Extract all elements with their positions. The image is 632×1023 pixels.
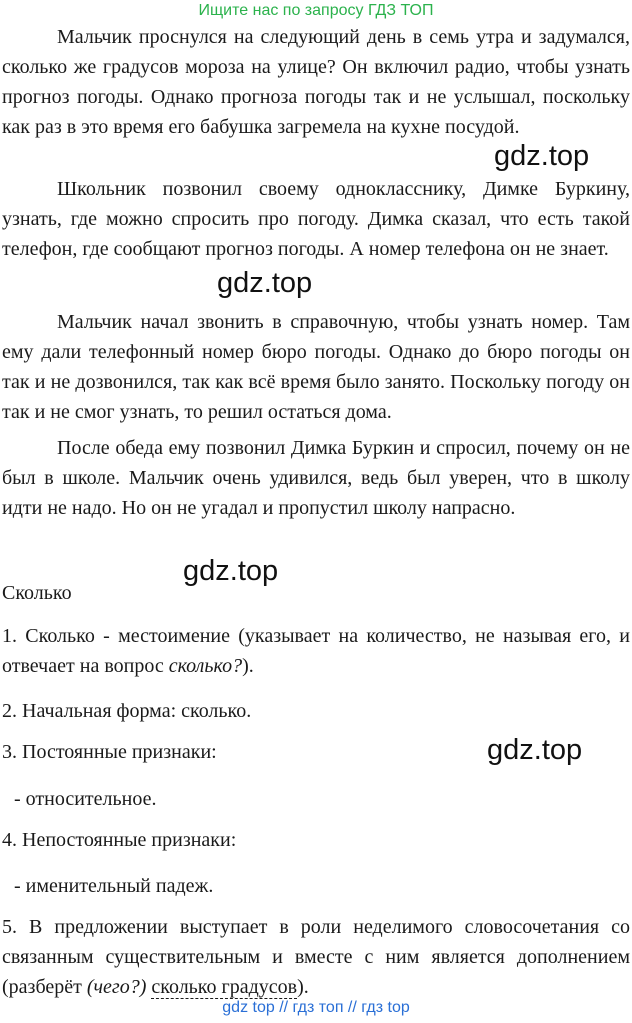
story-paragraph-3: Мальчик начал звонить в справочную, чтобы узнать номер. Там ему дали телефонный номер бюро погоды. Однако до бюро погоды он так и не дозвонился, так как всё время было занято. Поскольку погоду он так и не смог узнать, то решил остаться дома. [2, 311, 630, 423]
watermark: gdz.top [217, 267, 313, 299]
analysis-item-3-sub: - относительное. [14, 788, 157, 810]
underlined-phrase: сколько градусов [151, 976, 298, 998]
analysis-item-4: 4. Непостоянные признаки: [2, 829, 237, 851]
analysis-item-3: 3. Постоянные признаки: [2, 741, 217, 763]
bottom-banner-links[interactable]: gdz top // гдз топ // гдз top [222, 999, 410, 1016]
top-banner-link[interactable]: Ищите нас по запросу ГДЗ ТОП [198, 2, 434, 19]
watermark: gdz.top [183, 555, 279, 587]
analysis-item-4-sub: - именительный падеж. [14, 875, 214, 897]
watermark: gdz.top [487, 734, 583, 766]
watermark: gdz.top [494, 140, 590, 172]
story-paragraph-4: После обеда ему позвонил Димка Буркин и спросил, почему он не был в школе. Мальчик очень удивился, ведь был уверен, что в школу идти не надо. Но он не угадал и пропустил школу напрасно. [2, 437, 630, 519]
analysis-item-1: 1. Сколько - местоимение (указывает на количество, не называя его, и отвечает на вопрос сколько?). [2, 625, 630, 677]
analysis-item-2: 2. Начальная форма: сколько. [2, 700, 252, 722]
analysis-heading: Сколько [2, 582, 72, 604]
story-paragraph-1: Мальчик проснулся на следующий день в семь утра и задумался, сколько же градусов мороза на улице? Он включил радио, чтобы узнать прогноз погоды. Однако прогноза погоды так и не услышал, поскольку как раз в это время его бабушка загремела на кухне посудой. [2, 26, 630, 138]
analysis-item-5: 5. В предложении выступает в роли неделимого словосочетания со связанным существительным и вместе с ним является дополнением (разберёт (чего?) сколько градусов). [2, 916, 630, 998]
story-paragraph-2: Школьник позвонил своему однокласснику, Димке Буркину, узнать, где можно спросить про погоду. Димка сказал, что есть такой телефон, где сообщают прогноз погоды. А номер телефона он не знает. [2, 178, 630, 260]
